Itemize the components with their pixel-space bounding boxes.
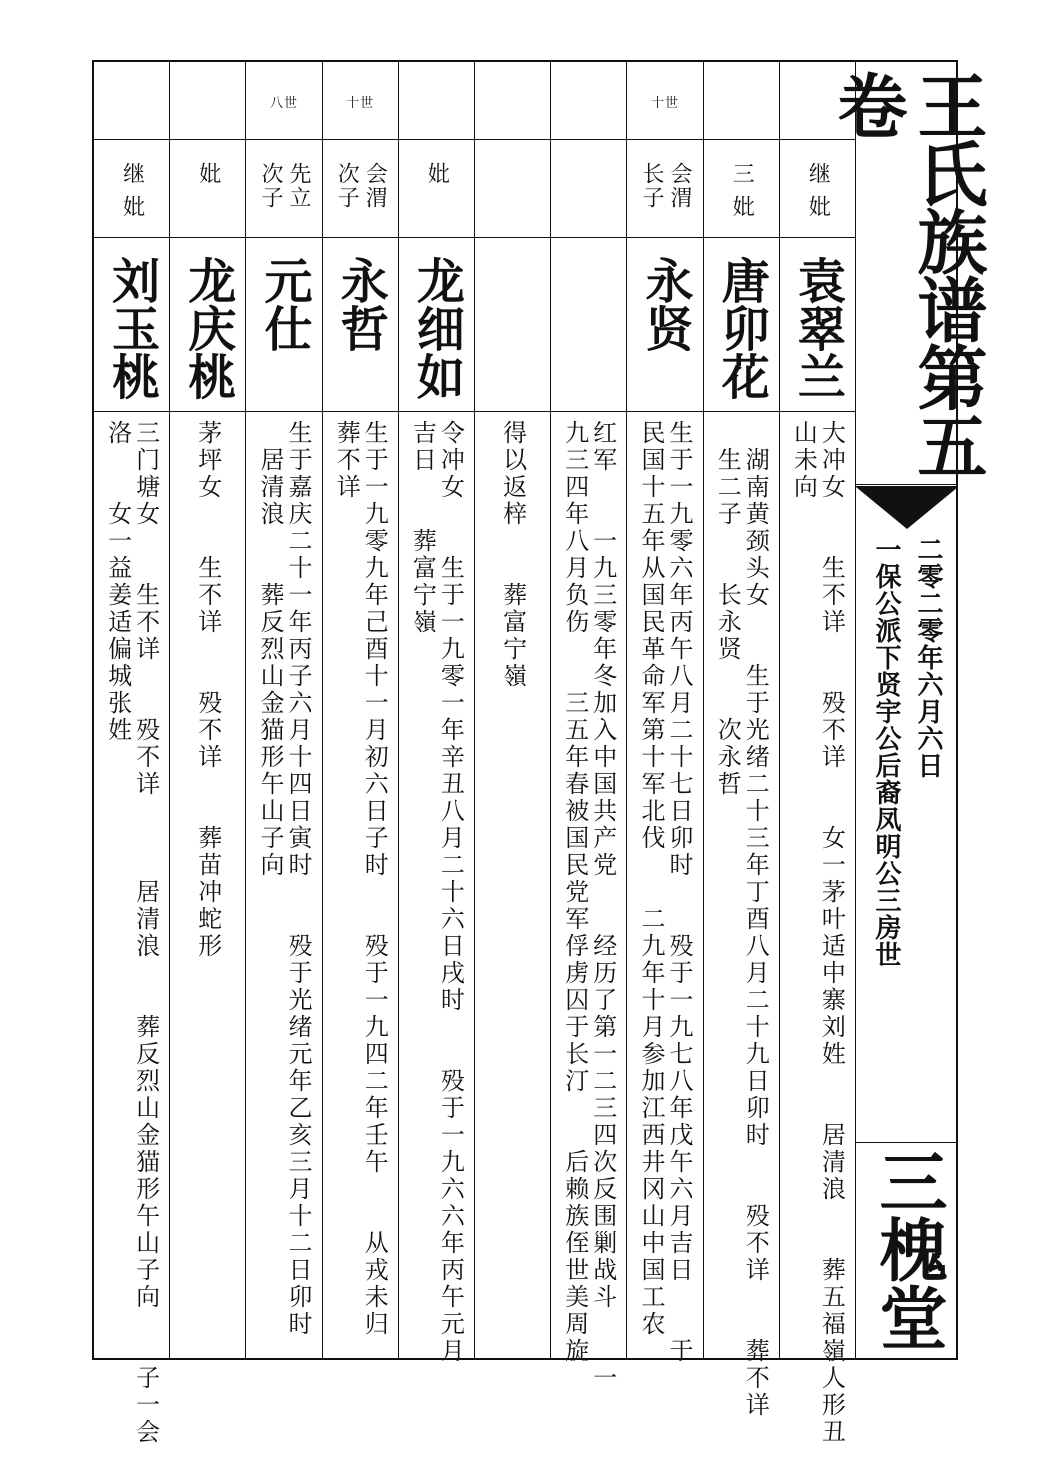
person-name-cell xyxy=(475,238,550,412)
biography-text: 湖南黄颈头女 生于光绪二十三年丁酉八月二十九日卯时 殁不详 葬不详 生二子 长永贤 次永哲 xyxy=(713,447,770,1419)
biography-text: 生于一九零六年丙午八月二十七日卯时 殁于一九七八年戊午六月吉日 于 民国十五年从国民革命军第十军北伐 二九年十月参加江西井冈山中国工农 xyxy=(636,420,693,1365)
generation-label-cell xyxy=(399,62,474,140)
relation-label-cell xyxy=(475,140,550,238)
person-name: 龙庆桃 xyxy=(179,256,236,400)
subtitle-date: 二零二零年六月六日 xyxy=(913,536,943,779)
biography-text-cell xyxy=(246,412,321,1360)
generation-label-cell xyxy=(627,62,702,140)
entry-column xyxy=(551,62,627,1392)
entry-column xyxy=(94,62,170,1446)
biography-text: 红军 一九三零年冬加入中国共产党 经历了第一二三四次反围剿战斗 一 九三四年八月负伤 三五年春被国民党军俘虏囚于长汀 后赖族侄世美周旋 xyxy=(560,420,617,1392)
biography-text-cell xyxy=(323,412,398,1360)
generation-label: 八世 xyxy=(269,96,298,111)
generation-label-cell xyxy=(551,62,626,140)
entry-column xyxy=(323,62,399,1358)
biography-text-cell xyxy=(475,412,550,1360)
person-name-cell xyxy=(627,238,702,412)
relation-label: 妣 xyxy=(424,162,450,186)
relation-label: 会渭 次子 xyxy=(334,162,388,210)
biography-text-cell xyxy=(94,412,169,1446)
relation-label-cell xyxy=(94,140,169,238)
biography-text: 令冲女 生于一九零一年辛丑八月二十六日戌时 殁于一九六六年丙午元月 吉日 葬富宁嶺 xyxy=(408,420,465,1365)
generation-label-cell xyxy=(94,62,169,140)
relation-label: 继 妣 xyxy=(119,162,145,219)
relation-label: 先立 次子 xyxy=(257,162,311,210)
entry-column xyxy=(170,62,246,1358)
book-title: 王氏族谱第五卷 xyxy=(826,70,988,478)
relation-label-cell xyxy=(246,140,321,238)
person-name: 唐卯花 xyxy=(713,256,770,400)
relation-label-cell xyxy=(399,140,474,238)
person-name-cell xyxy=(551,238,626,412)
person-name-cell xyxy=(399,238,474,412)
title-divider xyxy=(856,484,958,537)
biography-text: 得以返梓 葬富宁嶺 xyxy=(498,420,527,690)
relation-label: 继 妣 xyxy=(805,162,831,219)
person-name: 刘玉桃 xyxy=(103,256,160,400)
divider-triangle-icon xyxy=(856,487,958,529)
genealogy-page xyxy=(92,60,988,1446)
biography-text: 三门塘女 生不详 殁不详 居清浪 葬反烈山金猫形午山子向 子一会 洛 女一益姜适偏城张姓 xyxy=(103,420,160,1446)
generation-label-cell xyxy=(475,62,550,140)
biography-text: 生于一九零九年己酉十一月初六日子时 殁于一九四二年壬午 从戎未归 葬不详 xyxy=(332,420,389,1338)
relation-label: 三 妣 xyxy=(729,162,755,219)
relation-label: 会渭 长子 xyxy=(638,162,692,210)
title-panel xyxy=(826,62,988,1358)
generation-label-cell xyxy=(170,62,245,140)
relation-label-cell xyxy=(170,140,245,238)
subtitle-box xyxy=(856,532,958,1137)
person-name: 永贤 xyxy=(636,256,693,352)
person-name-cell xyxy=(170,238,245,412)
person-name: 元仕 xyxy=(255,256,312,352)
biography-text-cell xyxy=(704,412,779,1419)
generation-label-cell xyxy=(704,62,779,140)
person-name-cell xyxy=(704,238,779,412)
entry-column xyxy=(627,62,703,1365)
biography-text: 茅坪女 生不详 殁不详 葬苗冲蛇形 xyxy=(193,420,222,960)
person-name: 龙细如 xyxy=(408,256,465,400)
relation-label-cell xyxy=(704,140,779,238)
biography-text-cell xyxy=(399,412,474,1365)
book-title-box xyxy=(826,62,988,482)
generation-label-cell xyxy=(323,62,398,140)
entry-column xyxy=(399,62,475,1365)
entry-column xyxy=(475,62,551,1358)
hall-name: 三槐堂 xyxy=(868,1147,947,1351)
person-name-cell xyxy=(94,238,169,412)
relation-label: 妣 xyxy=(195,162,221,186)
person-name-cell xyxy=(323,238,398,412)
subtitle-line-1: 一保公派下贤宇公后裔凤明公三房世 xyxy=(871,536,901,968)
biography-text: 大冲女 生不详 殁不详 女一茅叶适中寨刘姓 居清浪 葬五福嶺人形丑 山未向 xyxy=(789,420,846,1446)
hall-name-box xyxy=(856,1142,958,1360)
person-name: 袁翠兰 xyxy=(789,256,846,400)
entry-column xyxy=(246,62,322,1358)
biography-text: 生于嘉庆二十一年丙子六月十四日寅时 殁于光绪元年乙亥三月十二日卯时 居清浪 葬反烈山金猫形午山子向 xyxy=(255,420,312,1338)
person-name-cell xyxy=(246,238,321,412)
biography-text-cell xyxy=(780,412,855,1446)
generation-label: 十世 xyxy=(346,96,375,111)
relation-label-cell xyxy=(323,140,398,238)
generation-label: 十世 xyxy=(650,96,679,111)
biography-text-cell xyxy=(551,412,626,1392)
relation-label-cell xyxy=(627,140,702,238)
person-name: 永哲 xyxy=(332,256,389,352)
entry-column xyxy=(704,62,780,1419)
relation-label-cell xyxy=(551,140,626,238)
biography-text-cell xyxy=(627,412,702,1365)
generation-label-cell xyxy=(246,62,321,140)
biography-text-cell xyxy=(170,412,245,1360)
